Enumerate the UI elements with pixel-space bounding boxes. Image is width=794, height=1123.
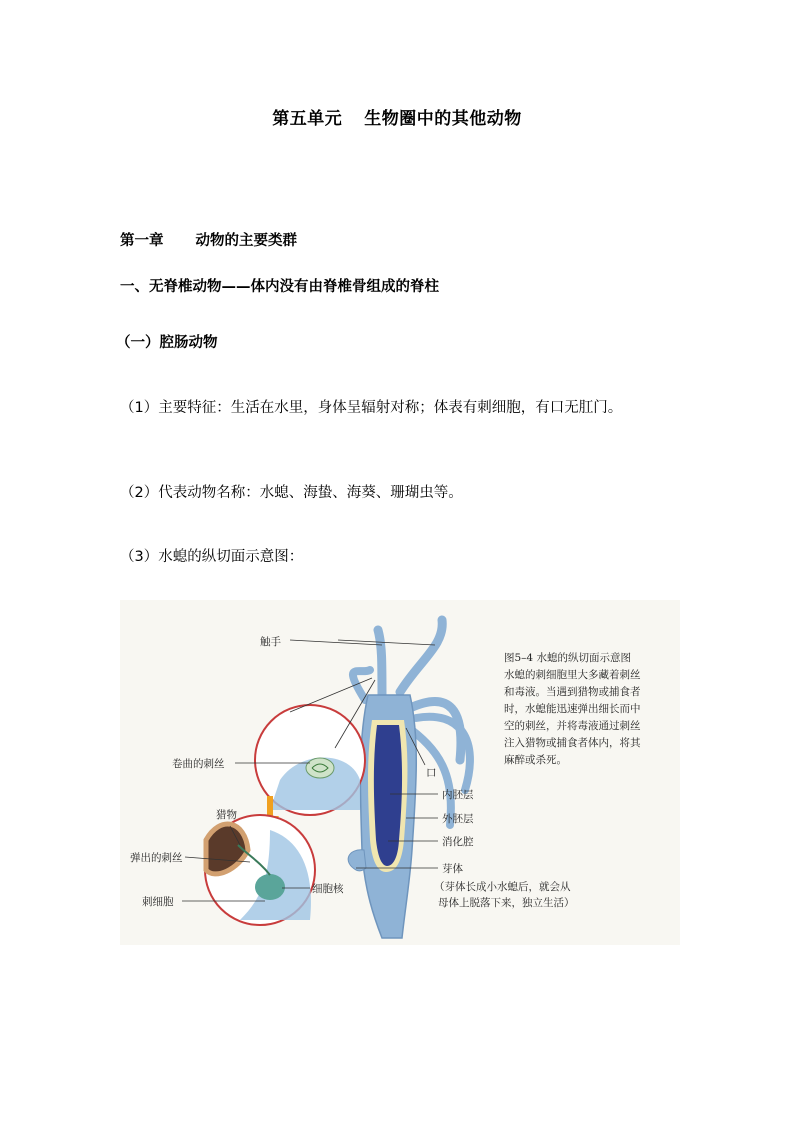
caption-line: 时，水螅能迅速弹出细长而中 — [504, 703, 641, 715]
label-digestive-cavity: 消化腔 — [442, 836, 474, 848]
chapter-number: 第一章 — [120, 233, 164, 249]
caption-line: 水螅的刺细胞里大多藏着刺丝 — [504, 669, 641, 681]
label-tentacle: 触手 — [260, 636, 281, 648]
label-nucleus: 细胞核 — [312, 883, 344, 895]
hydra-figure — [120, 600, 680, 945]
label-prey: 猎物 — [216, 809, 237, 821]
chapter-heading — [120, 229, 297, 250]
label-mouth: 口 — [426, 767, 437, 779]
paragraph-features: （1）主要特征：生活在水里，身体呈辐射对称；体表有刺细胞，有口无肛门。 — [120, 400, 623, 416]
caption-line: 图5–4 水螅的纵切面示意图 — [504, 652, 631, 664]
paragraph-diagram-intro: （3）水螅的纵切面示意图： — [120, 549, 304, 565]
digestive-cavity — [374, 725, 402, 866]
label-bud: 芽体 — [442, 863, 463, 875]
caption-line: 空的刺丝，并将毒液通过刺丝 — [504, 720, 641, 732]
label-cnidocyte: 刺细胞 — [142, 896, 174, 908]
paragraph-examples: （2）代表动物名称：水螅、海蛰、海葵、珊瑚虫等。 — [120, 485, 463, 501]
unit-name: 生物圈中的其他动物 — [364, 109, 522, 129]
unit-number: 第五单元 — [272, 109, 343, 129]
caption-line: 麻醉或杀死。 — [504, 754, 567, 766]
caption-line: 注入猎物或捕食者体内，将其 — [504, 737, 641, 749]
bud-note-line1: （芽体长成小水螅后，就会从 — [434, 881, 571, 893]
label-coiled-thread: 卷曲的刺丝 — [172, 758, 225, 770]
coiled-thread-cell — [306, 758, 334, 778]
label-endoderm: 内胚层 — [442, 789, 474, 801]
figure-caption — [504, 650, 674, 769]
subsection-heading: （一）腔肠动物 — [116, 335, 218, 351]
cnidocyte-shape — [255, 874, 285, 900]
unit-title — [0, 104, 794, 129]
chapter-name: 动物的主要类群 — [195, 233, 297, 249]
label-ectoderm: 外胚层 — [442, 813, 474, 825]
bud-note-line2: 母体上脱落下来，独立生活） — [438, 897, 575, 909]
caption-line: 和毒液。当遇到猎物或捕食者 — [504, 686, 641, 698]
section-heading: 一、无脊椎动物——体内没有由脊椎骨组成的脊柱 — [120, 279, 439, 295]
label-ejected-thread: 弹出的刺丝 — [130, 852, 183, 864]
